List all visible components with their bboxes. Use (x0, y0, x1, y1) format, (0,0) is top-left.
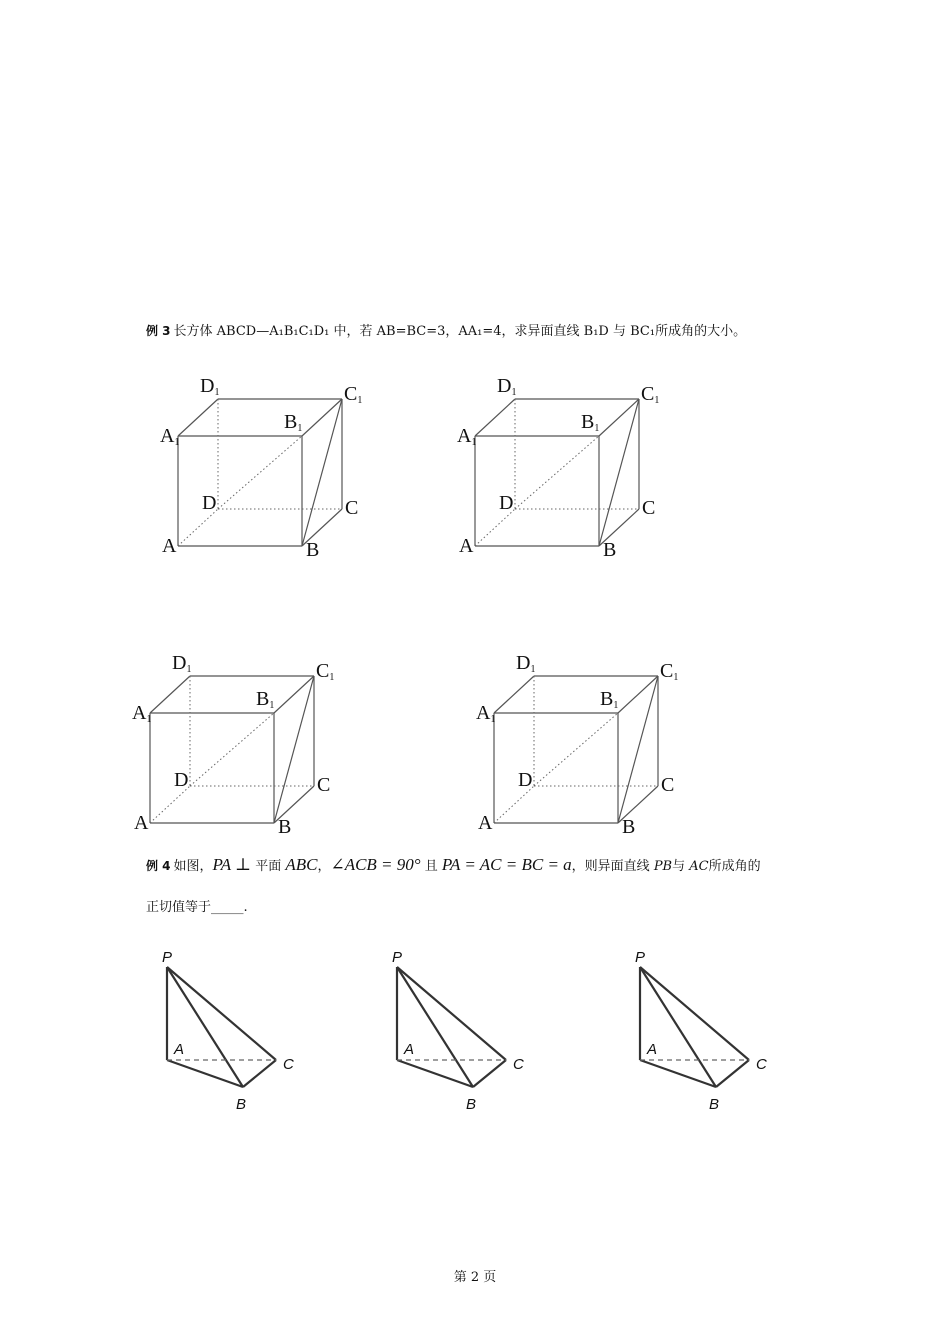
page-number: 第 2 页 (453, 1270, 497, 1285)
label-D: D (202, 492, 217, 514)
label-A: A (162, 535, 177, 557)
label-C: C (283, 1056, 294, 1073)
cube-svg (447, 370, 677, 570)
label-C: C (661, 774, 675, 796)
label-B1: B1 (256, 688, 275, 711)
example4-text: 如图， (173, 859, 213, 874)
label-C: C (756, 1056, 767, 1073)
math-ac: AC (689, 859, 709, 874)
example4-statement (146, 856, 761, 876)
label-B: B (306, 539, 320, 561)
cube-figure-2 (447, 370, 677, 570)
tetra-figure-1 (150, 945, 310, 1120)
label-B: B (622, 816, 636, 838)
label-D1: D1 (497, 375, 517, 398)
label-C: C (345, 497, 359, 519)
label-C1: C1 (344, 383, 363, 406)
label-B: B (466, 1096, 477, 1113)
cube-svg (122, 647, 352, 847)
label-D1: D1 (200, 375, 220, 398)
math-pb: PB (653, 859, 673, 874)
label-A: A (174, 1041, 185, 1058)
label-C: C (317, 774, 331, 796)
math-equal: PA = AC = BC = a (441, 855, 572, 874)
example4-text: 与 (672, 859, 690, 874)
label-B: B (236, 1096, 247, 1113)
example4-text: ，则异面直线 (571, 859, 654, 874)
math-angle: ∠ACB = 90° (330, 855, 421, 874)
math-abc: ABC (285, 855, 318, 874)
label-C: C (642, 497, 656, 519)
label-A1: A1 (457, 425, 477, 448)
tetra-svg (150, 945, 310, 1120)
tetra-svg (380, 945, 540, 1120)
label-A1: A1 (132, 702, 152, 725)
label-C1: C1 (316, 660, 335, 683)
label-D: D (499, 492, 514, 514)
label-B1: B1 (581, 411, 600, 434)
label-C1: C1 (641, 383, 660, 406)
label-D1: D1 (172, 652, 192, 675)
cube-figure-1 (150, 370, 380, 570)
label-A: A (647, 1041, 658, 1058)
example4-text: 且 (420, 859, 442, 874)
label-C1: C1 (660, 660, 679, 683)
label-A1: A1 (160, 425, 180, 448)
label-B: B (603, 539, 617, 561)
label-A: A (134, 812, 149, 834)
example3-statement (146, 322, 746, 341)
label-A: A (459, 535, 474, 557)
label-P: P (162, 949, 173, 966)
label-P: P (392, 949, 403, 966)
label-A1: A1 (476, 702, 496, 725)
tetra-figure-3 (623, 945, 783, 1120)
cube-figure-4 (466, 647, 696, 847)
label-P: P (635, 949, 646, 966)
example3-tag: 例 3 (146, 324, 171, 338)
label-C: C (513, 1056, 524, 1073)
example4-answer-blank: 正切值等于_____. (146, 900, 248, 915)
tetra-svg (623, 945, 783, 1120)
label-B: B (709, 1096, 720, 1113)
label-A: A (404, 1041, 415, 1058)
example4-line2 (146, 899, 248, 917)
example4-text: 所成角的 (708, 859, 761, 874)
math-pa-perp: PA ⊥ (212, 855, 252, 874)
tetra-figure-2 (380, 945, 540, 1120)
label-B1: B1 (284, 411, 303, 434)
example4-text: ， (317, 859, 331, 874)
label-B: B (278, 816, 292, 838)
example4-text: 平面 (251, 859, 286, 874)
example4-tag: 例 4 (146, 859, 171, 873)
label-D: D (174, 769, 189, 791)
cube-figure-3 (122, 647, 352, 847)
example3-text: 长方体 ABCD—A₁B₁C₁D₁ 中，若 AB=BC=3，AA₁=4，求异面直线 B₁D 与 BC₁所成角的大小。 (173, 324, 747, 339)
cube-svg (150, 370, 380, 570)
label-B1: B1 (600, 688, 619, 711)
label-D1: D1 (516, 652, 536, 675)
label-D: D (518, 769, 533, 791)
label-A: A (478, 812, 493, 834)
cube-svg (466, 647, 696, 847)
